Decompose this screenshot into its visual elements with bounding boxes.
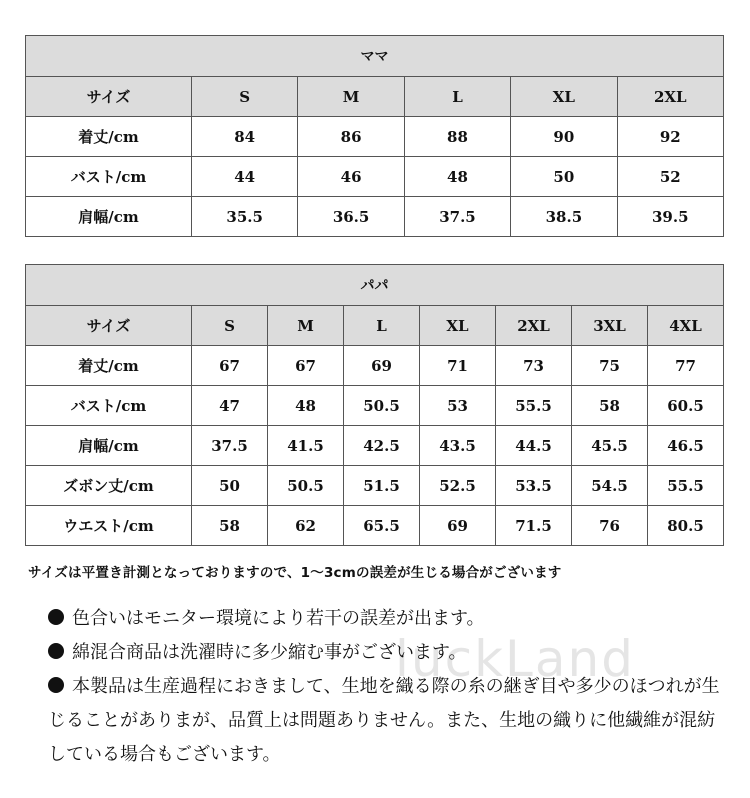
row-label: バスト/cm: [26, 386, 192, 426]
table-cell: 47: [192, 386, 268, 426]
table-cell: 52.5: [420, 466, 496, 506]
list-item: [48, 670, 728, 772]
table-cell: 92: [617, 117, 723, 157]
table-cell: 48: [404, 157, 510, 197]
measurement-note: サイズは平置き計測となっておりますので、1〜3cmの誤差が生じる場合がございます: [28, 565, 562, 581]
table-cell: 58: [192, 506, 268, 546]
table-cell: 44.5: [496, 426, 572, 466]
table-cell: 43.5: [420, 426, 496, 466]
table-cell: 84: [192, 117, 298, 157]
papa-header-size: 3XL: [572, 306, 648, 346]
table-cell: 71: [420, 346, 496, 386]
table-cell: 75: [572, 346, 648, 386]
bullet-text: 色合いはモニター環境により若干の誤差が出ます。: [72, 608, 485, 629]
table-cell: 44: [192, 157, 298, 197]
table-cell: 39.5: [617, 197, 723, 237]
mama-header-label: サイズ: [26, 77, 192, 117]
table-cell: 65.5: [344, 506, 420, 546]
mama-header-size: 2XL: [617, 77, 723, 117]
table-cell: 50: [511, 157, 617, 197]
table-row: [26, 386, 724, 426]
table-cell: 36.5: [298, 197, 404, 237]
bullet-dot-icon: [48, 643, 64, 659]
table-cell: 42.5: [344, 426, 420, 466]
mama-table-title: ママ: [26, 36, 724, 77]
table-cell: 53: [420, 386, 496, 426]
table-cell: 69: [420, 506, 496, 546]
table-cell: 67: [268, 346, 344, 386]
table-row: [26, 346, 724, 386]
mama-header-size: L: [404, 77, 510, 117]
papa-table-title: パパ: [26, 265, 724, 306]
row-label: 肩幅/cm: [26, 197, 192, 237]
table-cell: 51.5: [344, 466, 420, 506]
mama-header-size: S: [192, 77, 298, 117]
papa-header-size: L: [344, 306, 420, 346]
table-cell: 55.5: [496, 386, 572, 426]
table-cell: 58: [572, 386, 648, 426]
bullet-text: 本製品は生産過程におきまして、生地を織る際の糸の継ぎ目や多少のほつれが生じることがありまが、品質上は問題ありません。また、生地の織りに他繊維が混紡している場合もございます。: [48, 676, 720, 765]
mama-size-table: [25, 35, 724, 237]
watermark: luckLand: [395, 630, 635, 688]
table-cell: 48: [268, 386, 344, 426]
papa-header-label: サイズ: [26, 306, 192, 346]
bullet-dot-icon: [48, 609, 64, 625]
mama-header-size: XL: [511, 77, 617, 117]
papa-header-size: 2XL: [496, 306, 572, 346]
care-notes: [48, 602, 728, 772]
table-cell: 53.5: [496, 466, 572, 506]
table-row: [26, 506, 724, 546]
table-cell: 50.5: [268, 466, 344, 506]
table-row: [26, 426, 724, 466]
table-cell: 50.5: [344, 386, 420, 426]
table-cell: 76: [572, 506, 648, 546]
table-row: [26, 157, 724, 197]
table-cell: 38.5: [511, 197, 617, 237]
papa-header-size: S: [192, 306, 268, 346]
table-cell: 45.5: [572, 426, 648, 466]
table-cell: 71.5: [496, 506, 572, 546]
row-label: バスト/cm: [26, 157, 192, 197]
table-cell: 54.5: [572, 466, 648, 506]
table-cell: 62: [268, 506, 344, 546]
table-cell: 69: [344, 346, 420, 386]
papa-size-table: [25, 264, 724, 546]
table-cell: 67: [192, 346, 268, 386]
table-cell: 46.5: [648, 426, 724, 466]
table-cell: 80.5: [648, 506, 724, 546]
mama-header-size: M: [298, 77, 404, 117]
table-cell: 90: [511, 117, 617, 157]
table-cell: 50: [192, 466, 268, 506]
row-label: ズボン丈/cm: [26, 466, 192, 506]
bullet-dot-icon: [48, 677, 64, 693]
table-cell: 41.5: [268, 426, 344, 466]
table-cell: 55.5: [648, 466, 724, 506]
list-item: [48, 636, 728, 670]
table-cell: 88: [404, 117, 510, 157]
table-cell: 73: [496, 346, 572, 386]
bullet-text: 綿混合商品は洗濯時に多少縮む事がございます。: [72, 642, 467, 663]
table-cell: 60.5: [648, 386, 724, 426]
papa-header-size: 4XL: [648, 306, 724, 346]
papa-header-size: XL: [420, 306, 496, 346]
table-cell: 52: [617, 157, 723, 197]
table-row: [26, 466, 724, 506]
papa-header-size: M: [268, 306, 344, 346]
table-cell: 37.5: [404, 197, 510, 237]
list-item: [48, 602, 728, 636]
row-label: 着丈/cm: [26, 346, 192, 386]
row-label: 肩幅/cm: [26, 426, 192, 466]
table-cell: 46: [298, 157, 404, 197]
row-label: ウエスト/cm: [26, 506, 192, 546]
table-cell: 37.5: [192, 426, 268, 466]
row-label: 着丈/cm: [26, 117, 192, 157]
table-cell: 86: [298, 117, 404, 157]
table-row: [26, 117, 724, 157]
table-row: [26, 197, 724, 237]
table-cell: 77: [648, 346, 724, 386]
table-cell: 35.5: [192, 197, 298, 237]
